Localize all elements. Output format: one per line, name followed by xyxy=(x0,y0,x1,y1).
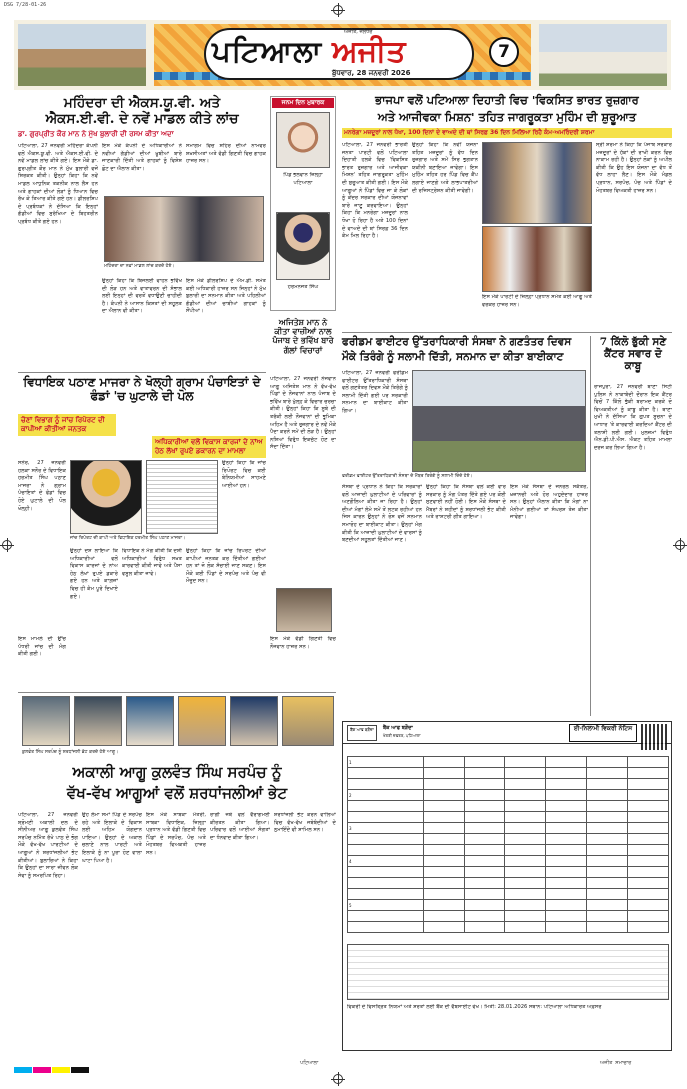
story7-photo-2 xyxy=(74,696,122,746)
story6-column-2: ਉਨ੍ਹਾਂ ਕਿਹਾ ਕਿ ਜਾਂਚ ਰਿਪੋਰਟ ਵਿਚ ਕਈ ਬੇਨਿਯਮੀਆਂ ਸਾਹਮਣੇ ਆਈਆਂ ਹਨ। xyxy=(222,460,266,489)
story4-column-4: ਇਸ ਮੌਕੇ ਸੰਸਥਾ ਦੇ ਜਨਰਲ ਸਕੱਤਰ, ਖ਼ਜ਼ਾਨਚੀ ਅਤੇ ਹੋਰ ਅਹੁਦੇਦਾਰ ਹਾਜ਼ਰ ਸਨ। ਉਨ੍ਹਾਂ ਐਲਾਨ ਕੀਤਾ ਕਿ ਮੰਗਾਂ ਨਾ ਮੰਨੀਆਂ ਗਈਆਂ ਤਾਂ ਸੰਘਰਸ਼ ਤੇਜ਼ ਕੀਤਾ ਜਾਵੇਗਾ। xyxy=(510,484,588,521)
story7-headline xyxy=(18,764,336,803)
story7-photo-caption: ਕੁਲਵੰਤ ਸਿੰਘ ਸਰਪੰਚ ਨੂੰ ਸ਼ਰਧਾਂਜਲੀ ਭੇਟ ਕਰਦੇ ਹੋਏ ਆਗੂ। xyxy=(22,750,119,755)
notice-row: 3 xyxy=(348,823,424,834)
divider-story4 xyxy=(342,332,672,333)
story4-photo xyxy=(412,370,586,472)
story3-body: ਪਟਿਆਲਾ, 27 ਜਨਵਰੀ ਨੌਜਵਾਨ ਆਗੂ ਅਜਿਤੇਸ਼ ਮਾਨ ਨੇ ਵੱਖ-ਵੱਖ ਪਿੰਡਾਂ ਦੇ ਨੌਜਵਾਨਾਂ ਨਾਲ ਪੰਜਾਬ ਦੇ ਭਵਿੱਖ ਬਾਰੇ ਖੁੱਲ੍ਹ ਕੇ ਵਿਚਾਰ ਚਰਚਾ ਕੀਤੀ। ਉਨ੍ਹਾਂ ਕਿਹਾ ਕਿ ਸੂਬੇ ਦੀ ਤਰੱਕੀ ਲਈ ਨੌਜਵਾਨਾਂ ਦੀ ਭੂਮਿਕਾ ਅਹਿਮ ਹੈ ਅਤੇ ਰੁਜ਼ਗਾਰ ਦੇ ਨਵੇਂ ਮੌਕੇ ਪੈਦਾ ਕਰਨੇ ਸਮੇਂ ਦੀ ਲੋੜ ਹੈ। ਉਨ੍ਹਾਂ ਨਸ਼ਿਆਂ ਵਿਰੁੱਧ ਇਕਜੁੱਟ ਹੋਣ ਦਾ ਸੱਦਾ ਦਿੱਤਾ। xyxy=(270,376,336,451)
page-number: 7 xyxy=(489,37,519,67)
story7-column-2: ਉਹ ਲੰਮਾ ਸਮਾਂ ਪਿੰਡ ਦੇ ਸਰਪੰਚ ਰਹੇ ਅਤੇ ਇਲਾਕੇ ਦੇ ਵਿਕਾਸ ਲਈ ਅਹਿਮ ਯੋਗਦਾਨ ਪਾਇਆ। ਉਨ੍ਹਾਂ ਦੇ ਅਕਾਲ ਚਲਾਣੇ ਨਾਲ ਪਾਰਟੀ ਅਤੇ ਇਲਾਕੇ ਨੂੰ ਨਾ ਪੂਰਾ ਹੋਣ ਵਾਲਾ ਘਾਟਾ ਪਿਆ ਹੈ। xyxy=(82,812,142,864)
birthday-label: ਜਨਮ ਦਿਨ ਮੁਬਾਰਕ xyxy=(272,98,334,108)
registration-mark-top xyxy=(333,5,343,15)
notice-row: 4 xyxy=(348,856,424,867)
notice-row: 5 xyxy=(348,900,424,911)
story4-headline-line1: ਫਰੀਡਮ ਫਾਈਟਰ ਉੱਤਰਾਧਿਕਾਰੀ ਸੰਸਥਾ ਨੇ ਗਣਤੰਤਰ ਦਿਵਸ xyxy=(342,336,572,348)
story2-headline-line2: ਅਤੇ ਆਜੀਵਕਾ ਮਿਸ਼ਨ' ਤਹਿਤ ਜਾਗਰੂਕਤਾ ਮੁਹਿੰਮ ਦੀ ਸ਼ੁਰੂਆਤ xyxy=(377,110,637,125)
notice-lower-table xyxy=(347,944,669,1000)
birthday-photo-boy xyxy=(276,212,330,280)
divider-story6 xyxy=(18,372,266,373)
story7-photo-6 xyxy=(282,696,334,746)
story6-column-3: ਉਨ੍ਹਾਂ ਦੋਸ਼ ਲਾਇਆ ਕਿ ਅਧਿਕਾਰੀਆਂ ਵਲੋਂ ਵਿਕਾਸ ਕਾਰਜਾਂ ਦੇ ਨਾਂਅ ਹੇਠ ਲੱਖਾਂ ਰੁਪਏ ਡਕਾਰੇ ਗਏ ਹਨ ਅਤੇ ਕਾਗ਼ਜ਼ਾਂ ਵਿਚ ਹੀ ਕੰਮ ਪੂਰੇ ਦਿਖਾਏ ਗਏ। xyxy=(70,548,118,600)
birthday-photo-baby xyxy=(276,112,330,168)
notice-title: ਈ-ਨਿਲਾਮੀ ਵਿਕਰੀ ਨੋਟਿਸ xyxy=(569,724,637,742)
bank-logo: ਬੈਂਕ ਆਫ ਬੜੌਦਾ xyxy=(347,725,377,741)
footer-slug-right: ਅਜੀਤ ਸਮਾਚਾਰ xyxy=(600,1060,632,1066)
registration-mark-bottom xyxy=(333,1074,343,1084)
story7-photo-4 xyxy=(178,696,226,746)
story6-tag-1: ਚੋਣਾਂ ਵਿਭਾਗ ਨੂੰ ਜਾਂਚ ਰਿਪੋਰਟ ਦੀ ਕਾਪੀਆਂ ਕੀਤੀਆਂ ਜਨਤਕ xyxy=(18,414,116,436)
story5-headline: 7 ਕਿੱਲੋ ਭੁੱਕੀ ਸਣੇ ਕੈਂਟਰ ਸਵਾਰ ਦੋ ਕਾਬੂ xyxy=(599,336,667,373)
story2-column-3: ਇਸ ਮੌਕੇ ਪਾਰਟੀ ਦੇ ਜ਼ਿਲ੍ਹਾ ਪ੍ਰਧਾਨ ਸਮੇਤ ਕਈ ਆਗੂ ਅਤੇ ਵਰਕਰ ਹਾਜ਼ਰ ਸਨ। xyxy=(482,294,592,308)
auction-notice xyxy=(342,721,672,1051)
story1-photo-caption: ਮਹਿੰਦਰਾ ਦਾ ਨਵਾਂ ਮਾਡਲ ਲਾਂਚ ਕਰਦੇ ਹੋਏ। xyxy=(104,264,175,269)
birthday-name: ਹਰਮਨਜੋਤ ਸਿੰਘ xyxy=(287,284,319,290)
story1-headline-line2: ਐਕਸ.ਈ.ਵੀ. ਦੇ ਨਵੇਂ ਮਾਡਲ ਕੀਤੇ ਲਾਂਚ xyxy=(45,110,239,127)
notice-address: ਖੇਤਰੀ ਦਫਤਰ, ਪਟਿਆਲਾ xyxy=(383,733,421,738)
footer-slug: ਪਟਿਆਲਾ xyxy=(300,1060,319,1066)
story1-photo xyxy=(104,196,264,262)
story4-column-1: ਪਟਿਆਲਾ, 27 ਜਨਵਰੀ ਫਰੀਡਮ ਫਾਈਟਰ ਉੱਤਰਾਧਿਕਾਰੀ ਸੰਸਥਾ ਵਲੋਂ ਗਣਤੰਤਰ ਦਿਵਸ ਮੌਕੇ ਤਿਰੰਗੇ ਨੂੰ ਸਲਾਮੀ ਦਿੱਤੀ ਗਈ ਪਰ ਸਰਕਾਰੀ ਸਨਮਾਨ ਦਾ ਬਾਈਕਾਟ ਕੀਤਾ ਗਿਆ। xyxy=(342,370,408,414)
masthead xyxy=(14,20,671,90)
story7-photo-3 xyxy=(126,696,174,746)
birthday-details: ਪਿੰਡ ਭਲਵਾਨ ਜ਼ਿਲ੍ਹਾ ਪਟਿਆਲਾ xyxy=(283,172,323,186)
story6-column-4: ਵਿਧਾਇਕ ਨੇ ਮੰਗ ਕੀਤੀ ਕਿ ਦੋਸ਼ੀ ਅਧਿਕਾਰੀਆਂ ਵਿਰੁੱਧ ਸਖ਼ਤ ਕਾਰਵਾਈ ਕੀਤੀ ਜਾਵੇ ਅਤੇ ਪੈਸਾ ਵਸੂਲ ਕੀਤਾ ਜਾਵੇ। xyxy=(122,548,182,577)
story3-headline: ਅਜਿਤੇਸ਼ ਮਾਨ ਨੇ ਕੀਤਾ ਵਾਜ਼ੀਆਂ ਨਾਲ ਪੰਜਾਬ ਦੇ ਭਵਿੱਖ ਬਾਰੇ ਗੱਲਾਂ ਵਿਚਾਰਾਂ xyxy=(272,317,334,355)
story4-headline-line2: ਮੌਕੇ ਤਿਰੰਗੇ ਨੂੰ ਸਲਾਮੀ ਦਿੱਤੀ, ਸਨਮਾਨ ਦਾ ਕੀਤਾ ਬਾਈਕਾਟ xyxy=(342,351,564,364)
story3-body-2: ਇਸ ਮੌਕੇ ਵੱਡੀ ਗਿਣਤੀ ਵਿਚ ਨੌਜਵਾਨ ਹਾਜ਼ਰ ਸਨ। xyxy=(270,636,336,650)
story1-headline-line1: ਮਹਿੰਦਰਾ ਦੀ ਐਕਸ.ਯੂ.ਵੀ. ਅਤੇ xyxy=(63,95,221,111)
divider-story7 xyxy=(18,692,336,693)
story2-column-2: ਉਨ੍ਹਾਂ ਕਿਹਾ ਕਿ ਨਵੀਂ ਯੋਜਨਾ ਤਹਿਤ ਮਜ਼ਦੂਰਾਂ ਨੂੰ ਵੱਧ ਦਿਨ ਰੁਜ਼ਗਾਰ ਅਤੇ ਸਮੇਂ ਸਿਰ ਭੁਗਤਾਨ ਯਕੀਨੀ ਬਣਾਇਆ ਜਾਵੇਗਾ। ਇਸ ਮੁਹਿੰਮ ਤਹਿਤ ਹਰ ਪਿੰਡ ਵਿਚ ਕੈਂਪ ਲਗਾਏ ਜਾਣਗੇ ਅਤੇ ਲਾਭਪਾਤਰੀਆਂ ਦੀ ਰਜਿਸਟ੍ਰੇਸ਼ਨ ਕੀਤੀ ਜਾਵੇਗੀ। xyxy=(412,142,478,194)
registration-mark-right xyxy=(675,540,685,550)
story6-photo-caption: ਜਾਂਚ ਰਿਪੋਰਟ ਦੀ ਕਾਪੀ ਅਤੇ ਵਿਧਾਇਕ ਹਰਮੀਤ ਸਿੰਘ ਪਠਾਣ ਮਾਜਰਾ। xyxy=(70,536,186,541)
story7-column-5: ਸ਼ਰਧਾਂਜਲੀ ਭੇਟ ਕਰਨ ਵਾਲਿਆਂ ਵਿਚ ਵੱਖ-ਵੱਖ ਜਥੇਬੰਦੀਆਂ ਦੇ ਨੁਮਾਇੰਦੇ ਵੀ ਸ਼ਾਮਿਲ ਸਨ। xyxy=(274,812,336,834)
masthead-photo-right xyxy=(539,24,667,86)
story1-column-1: ਪਟਿਆਲਾ, 27 ਜਨਵਰੀ ਮਹਿੰਦਰਾ ਕੰਪਨੀ ਵਲੋਂ ਐਕਸ.ਯੂ.ਵੀ. ਅਤੇ ਐਕਸ.ਈ.ਵੀ. ਦੇ ਨਵੇਂ ਮਾਡਲ ਲਾਂਚ ਕੀਤੇ ਗਏ। ਇਸ ਮੌਕੇ ਡਾ. ਗੁਰਪ੍ਰੀਤ ਕੌਰ ਮਾਨ ਨੇ ਮੁੱਖ ਬੁਲਾਰੀ ਵਜੋਂ ਸ਼ਿਰਕਤ ਕੀਤੀ। ਉਨ੍ਹਾਂ ਕਿਹਾ ਕਿ ਨਵੇਂ ਮਾਡਲ ਆਧੁਨਿਕ ਤਕਨੀਕ ਨਾਲ ਲੈਸ ਹਨ ਅਤੇ ਗਾਹਕਾਂ ਦੀਆਂ ਲੋੜਾਂ ਨੂੰ ਧਿਆਨ ਵਿਚ ਰੱਖ ਕੇ ਤਿਆਰ ਕੀਤੇ ਗਏ ਹਨ। ਡੀਲਰਸ਼ਿਪ ਦੇ ਪ੍ਰਬੰਧਕਾਂ ਨੇ ਦੱਸਿਆ ਕਿ ਇਨ੍ਹਾਂ ਗੱਡੀਆਂ ਵਿਚ ਸੁਰੱਖਿਆ ਦੇ ਬਿਹਤਰੀਨ ਪ੍ਰਬੰਧ ਕੀਤੇ ਗਏ ਹਨ। xyxy=(18,143,98,225)
story6-column-1: ਸਨੌਰ, 27 ਜਨਵਰੀ ਹਲਕਾ ਸਨੌਰ ਦੇ ਵਿਧਾਇਕ ਹਰਮੀਤ ਸਿੰਘ ਪਠਾਣ ਮਾਜਰਾ ਨੇ ਗ੍ਰਾਮ ਪੰਚਾਇਤਾਂ ਦੇ ਫੰਡਾਂ ਵਿਚ ਹੋਏ ਘੁਟਾਲੇ ਦੀ ਪੋਲ ਖੋਲ੍ਹੀ। xyxy=(18,460,66,512)
story3-photo xyxy=(276,588,332,632)
story7-headline-line1: ਅਕਾਲੀ ਆਗੂ ਕੁਲਵੰਤ ਸਿੰਘ ਸਰਪੰਚ ਨੂੰ xyxy=(72,763,282,781)
masthead-photo-left xyxy=(18,24,146,86)
story6-photo-report xyxy=(146,460,218,534)
story4-headline xyxy=(342,336,586,363)
story5-body: ਰਾਜਪੁਰਾ, 27 ਜਨਵਰੀ ਥਾਣਾ ਸਿਟੀ ਪੁਲਿਸ ਨੇ ਨਾਕਾਬੰਦੀ ਦੌਰਾਨ ਇਕ ਕੈਂਟਰ ਵਿਚੋਂ 7 ਕਿੱਲੋ ਭੁੱਕੀ ਬਰਾਮਦ ਕਰਕੇ ਦੋ ਵਿਅਕਤੀਆਂ ਨੂੰ ਕਾਬੂ ਕੀਤਾ ਹੈ। ਥਾਣਾ ਮੁਖੀ ਨੇ ਦੱਸਿਆ ਕਿ ਗੁਪਤ ਸੂਚਨਾ ਦੇ ਆਧਾਰ 'ਤੇ ਕਾਰਵਾਈ ਕਰਦਿਆਂ ਕੈਂਟਰ ਦੀ ਤਲਾਸ਼ੀ ਲਈ ਗਈ। ਮੁਲਜ਼ਮਾਂ ਵਿਰੁੱਧ ਐਨ.ਡੀ.ਪੀ.ਐਸ. ਐਕਟ ਤਹਿਤ ਮਾਮਲਾ ਦਰਜ ਕਰ ਲਿਆ ਗਿਆ ਹੈ। xyxy=(594,384,672,451)
story7-column-4: ਰਾਗੀ ਜਥੇ ਵਲੋਂ ਵੈਰਾਗਮਈ ਕੀਰਤਨ ਕੀਤਾ ਗਿਆ। ਪਰਿਵਾਰ ਵਲੋਂ ਆਈਆਂ ਸੰਗਤਾਂ ਦਾ ਧੰਨਵਾਦ ਕੀਤਾ ਗਿਆ। xyxy=(210,812,270,841)
story6-tag-2: ਅਧਿਕਾਰੀਆਂ ਵਲੋਂ ਵਿਕਾਸ ਕਾਰਜਾਂ ਦੇ ਨਾਂਅ ਹੇਠ ਲੱਖਾਂ ਰੁਪਏ ਡਕਾਰਨ ਦਾ ਮਾਮਲਾ xyxy=(152,436,266,458)
color-bar xyxy=(14,1058,671,1066)
story7-column-3: ਇਸ ਮੌਕੇ ਸਾਬਕਾ ਮੰਤਰੀ, ਸਾਬਕਾ ਵਿਧਾਇਕ, ਜ਼ਿਲ੍ਹਾ ਪ੍ਰਧਾਨ ਅਤੇ ਵੱਡੀ ਗਿਣਤੀ ਵਿਚ ਪਿੰਡਾਂ ਦੇ ਸਰਪੰਚ, ਪੰਚ ਅਤੇ ਮੋਹਤਬਰ ਵਿਅਕਤੀ ਹਾਜ਼ਰ ਸਨ। xyxy=(146,812,206,856)
story1-subhead: ਡਾ. ਗੁਰਪ੍ਰੀਤ ਕੌਰ ਮਾਨ ਨੇ ਮੁੱਖ ਬੁਲਾਰੀ ਦੀ ਰਸਮ ਕੀਤਾ ਅਦਾ xyxy=(18,130,174,138)
story7-column-1: ਪਟਿਆਲਾ, 27 ਜਨਵਰੀ ਸ਼੍ਰੋਮਣੀ ਅਕਾਲੀ ਦਲ ਦੇ ਸੀਨੀਅਰ ਆਗੂ ਕੁਲਵੰਤ ਸਿੰਘ ਸਰਪੰਚ ਨਮਿੱਤ ਰੱਖੇ ਪਾਠ ਦੇ ਭੋਗ ਮੌਕੇ ਵੱਖ-ਵੱਖ ਪਾਰਟੀਆਂ ਦੇ ਆਗੂਆਂ ਨੇ ਸ਼ਰਧਾਂਜਲੀਆਂ ਭੇਟ ਕੀਤੀਆਂ। ਬੁਲਾਰਿਆਂ ਨੇ ਕਿਹਾ ਕਿ ਉਨ੍ਹਾਂ ਦਾ ਸਾਰਾ ਜੀਵਨ ਲੋਕ ਸੇਵਾ ਨੂੰ ਸਮਰਪਿਤ ਰਿਹਾ। xyxy=(18,812,78,879)
story1-headline xyxy=(18,96,266,127)
brand-name: ਅਜੀਤ xyxy=(332,34,406,69)
story4-column-3: ਉਨ੍ਹਾਂ ਕਿਹਾ ਕਿ ਸੰਸਥਾ ਵਲੋਂ ਕਈ ਵਾਰ ਸਰਕਾਰ ਨੂੰ ਮੰਗ ਪੱਤਰ ਦਿੱਤੇ ਗਏ ਪਰ ਕੋਈ ਸੁਣਵਾਈ ਨਹੀਂ ਹੋਈ। ਇਸ ਮੌਕੇ ਸੰਸਥਾ ਦੇ ਮੈਂਬਰਾਂ ਨੇ ਸ਼ਹੀਦਾਂ ਨੂੰ ਸ਼ਰਧਾਂਜਲੀ ਭੇਟ ਕੀਤੀ ਅਤੇ ਰਾਸ਼ਟਰੀ ਗੀਤ ਗਾਇਆ। xyxy=(426,484,506,521)
edition-note: ਅਜੀਤ, ਜਲੰਧਰ xyxy=(344,29,373,35)
qr-code-icon xyxy=(641,724,667,750)
story2-headline xyxy=(342,94,672,124)
story2-photo-2 xyxy=(482,226,592,292)
story4-column-2: ਸੰਸਥਾ ਦੇ ਪ੍ਰਧਾਨ ਨੇ ਕਿਹਾ ਕਿ ਸਰਕਾਰਾਂ ਵਲੋਂ ਆਜ਼ਾਦੀ ਘੁਲਾਟੀਆਂ ਦੇ ਪਰਿਵਾਰਾਂ ਨੂੰ ਅਣਗੌਲਿਆ ਕੀਤਾ ਜਾ ਰਿਹਾ ਹੈ। ਉਨ੍ਹਾਂ ਦੀਆਂ ਮੰਗਾਂ ਲੰਮੇ ਸਮੇਂ ਤੋਂ ਲਟਕ ਰਹੀਆਂ ਹਨ ਜਿਸ ਕਾਰਨ ਉਨ੍ਹਾਂ ਨੇ ਰੋਸ ਵਜੋਂ ਸਨਮਾਨ ਸਮਾਰੋਹ ਦਾ ਬਾਈਕਾਟ ਕੀਤਾ। ਉਨ੍ਹਾਂ ਮੰਗ ਕੀਤੀ ਕਿ ਆਜ਼ਾਦੀ ਘੁਲਾਟੀਆਂ ਦੇ ਵਾਰਸਾਂ ਨੂੰ ਬਣਦੀਆਂ ਸਹੂਲਤਾਂ ਦਿੱਤੀਆਂ ਜਾਣ। xyxy=(342,484,422,544)
notice-row: 2 xyxy=(348,790,424,801)
notice-header xyxy=(343,722,671,744)
story2-column-4: ਸ੍ਰੀ ਸ਼ਰਮਾ ਨੇ ਕਿਹਾ ਕਿ ਪੰਜਾਬ ਸਰਕਾਰ ਮਜ਼ਦੂਰਾਂ ਦੇ ਹੱਕਾਂ ਦੀ ਰਾਖੀ ਕਰਨ ਵਿਚ ਨਾਕਾਮ ਰਹੀ ਹੈ। ਉਨ੍ਹਾਂ ਲੋਕਾਂ ਨੂੰ ਅਪੀਲ ਕੀਤੀ ਕਿ ਉਹ ਇਸ ਯੋਜਨਾ ਦਾ ਵੱਧ ਤੋਂ ਵੱਧ ਲਾਹਾ ਲੈਣ। ਇਸ ਮੌਕੇ ਮੰਡਲ ਪ੍ਰਧਾਨ, ਸਰਪੰਚ, ਪੰਚ ਅਤੇ ਪਿੰਡਾਂ ਦੇ ਮੋਹਤਬਰ ਵਿਅਕਤੀ ਹਾਜ਼ਰ ਸਨ। xyxy=(596,142,672,194)
notice-bank-name: ਬੈਂਕ ਆਫ ਬੜੌਦਾ xyxy=(383,725,413,731)
page-title: ਪਟਿਆਲਾ xyxy=(212,34,323,68)
story2-column-1: ਪਟਿਆਲਾ, 27 ਜਨਵਰੀ ਭਾਰਤੀ ਜਨਤਾ ਪਾਰਟੀ ਵਲੋਂ ਪਟਿਆਲਾ ਦਿਹਾਤੀ ਹਲਕੇ ਵਿਚ 'ਵਿਕਸਿਤ ਭਾਰਤ ਰੁਜ਼ਗਾਰ ਅਤੇ ਆਜੀਵਕਾ ਮਿਸ਼ਨ' ਤਹਿਤ ਜਾਗਰੂਕਤਾ ਮੁਹਿੰਮ ਦੀ ਸ਼ੁਰੂਆਤ ਕੀਤੀ ਗਈ। ਇਸ ਮੌਕੇ ਆਗੂਆਂ ਨੇ ਪਿੰਡਾਂ ਵਿਚ ਜਾ ਕੇ ਲੋਕਾਂ ਨੂੰ ਕੇਂਦਰ ਸਰਕਾਰ ਦੀਆਂ ਯੋਜਨਾਵਾਂ ਬਾਰੇ ਜਾਣੂ ਕਰਵਾਇਆ। ਉਨ੍ਹਾਂ ਕਿਹਾ ਕਿ ਮਨਰੇਗਾ ਮਜ਼ਦੂਰਾਂ ਨਾਲ ਧੋਖਾ ਹੋ ਰਿਹਾ ਹੈ ਅਤੇ 100 ਦਿਨਾਂ ਦੇ ਵਾਅਦੇ ਦੀ ਥਾਂ ਸਿਰਫ਼ 36 ਦਿਨ ਕੰਮ ਮਿਲ ਰਿਹਾ ਹੈ। xyxy=(342,142,408,240)
story7-photo-5 xyxy=(230,696,278,746)
notice-table xyxy=(347,756,669,933)
notice-terms: ਵਿਕਰੀ ਦੇ ਵਿਸਤ੍ਰਿਤ ਨਿਯਮਾਂ ਅਤੇ ਸ਼ਰਤਾਂ ਲਈ ਬੈਂਕ ਦੀ ਵੈਬਸਾਈਟ ਵੇਖੋ। ਮਿਤੀ: 28.01.2026 ਸਥਾਨ: ਪਟਿਆਲਾ ਅਧਿਕਾਰਤ ਅਫ਼ਸਰ xyxy=(347,1004,602,1010)
story1-column-4: ਉਨ੍ਹਾਂ ਕਿਹਾ ਕਿ ਬਿਜਲਈ ਵਾਹਨ ਭਵਿੱਖ ਦੀ ਲੋੜ ਹਨ ਅਤੇ ਵਾਤਾਵਰਨ ਦੀ ਸੰਭਾਲ ਲਈ ਇਨ੍ਹਾਂ ਦੀ ਵਰਤੋਂ ਵਧਾਉਣੀ ਚਾਹੀਦੀ ਹੈ। ਕੰਪਨੀ ਨੇ ਆਸਾਨ ਕਿਸ਼ਤਾਂ ਦੀ ਸਹੂਲਤ ਦਾ ਐਲਾਨ ਵੀ ਕੀਤਾ। xyxy=(102,278,182,315)
notice-row: 1 xyxy=(348,757,424,768)
story1-column-5: ਇਸ ਮੌਕੇ ਡੀਲਰਸ਼ਿਪ ਦੇ ਐਮ.ਡੀ. ਸਮੇਤ ਕਈ ਅਧਿਕਾਰੀ ਹਾਜ਼ਰ ਸਨ ਜਿਨ੍ਹਾਂ ਨੇ ਮੁੱਖ ਬੁਲਾਰੀ ਦਾ ਸਨਮਾਨ ਕੀਤਾ ਅਤੇ ਪਹਿਲੀਆਂ ਗੱਡੀਆਂ ਦੀਆਂ ਚਾਬੀਆਂ ਗਾਹਕਾਂ ਨੂੰ ਸੌਂਪੀਆਂ। xyxy=(186,278,266,315)
story2-headline-line1: ਭਾਜਪਾ ਵਲੋਂ ਪਟਿਆਲਾ ਦਿਹਾਤੀ ਵਿਚ 'ਵਿਕਸਿਤ ਭਾਰਤ ਰੁਜ਼ਗਾਰ xyxy=(375,93,639,107)
story2-subhead-bar xyxy=(342,128,672,138)
story2-subhead: ਮਨਰੇਗਾ ਮਜ਼ਦੂਰਾਂ ਨਾਲ ਧੋਖਾ, 100 ਦਿਨਾਂ ਦੇ ਵਾਅਦੇ ਦੀ ਥਾਂ ਸਿਰਫ਼ 36 ਦਿਨ ਮਿਲਿਆ ਰਿਹੈ ਕੰਮ-ਅਮਰਿੰਦਰੀ ਸ਼ਰਮਾ xyxy=(344,129,595,136)
crop-slug: DSG 7/28-01-26 xyxy=(4,2,47,8)
story1-column-3: ਸਮਾਗਮ ਵਿਚ ਸ਼ਹਿਰ ਦੀਆਂ ਨਾਮਵਰ ਸ਼ਖ਼ਸੀਅਤਾਂ ਅਤੇ ਵੱਡੀ ਗਿਣਤੀ ਵਿਚ ਗਾਹਕ ਹਾਜ਼ਰ ਸਨ। xyxy=(186,143,266,165)
issue-date: ਬੁੱਧਵਾਰ, 28 ਜਨਵਰੀ 2026 xyxy=(332,69,411,77)
story6-headline: ਵਿਧਾਇਕ ਪਠਾਣ ਮਾਜਰਾ ਨੇ ਖੋਲ੍ਹੀ ਗ੍ਰਾਮ ਪੰਚਾਇਤਾਂ ਦੇ ਫੰਡਾਂ 'ਚ ਘੁਟਾਲੇ ਦੀ ਪੋਲ xyxy=(23,375,261,403)
divider-story5 xyxy=(590,336,591,716)
story6-column-6: ਇਸ ਮਾਮਲੇ ਦੀ ਉੱਚ ਪੱਧਰੀ ਜਾਂਚ ਦੀ ਮੰਗ ਕੀਤੀ ਗਈ। xyxy=(18,636,66,658)
story4-photo-caption: ਫਰੀਡਮ ਫਾਈਟਰ ਉੱਤਰਾਧਿਕਾਰੀ ਸੰਸਥਾ ਦੇ ਮੈਂਬਰ ਤਿਰੰਗੇ ਨੂੰ ਸਲਾਮੀ ਦਿੰਦੇ ਹੋਏ। xyxy=(342,474,473,479)
story7-photo-1 xyxy=(22,696,70,746)
story2-photo-1 xyxy=(482,142,592,224)
registration-mark-left xyxy=(2,540,12,550)
story6-column-5: ਉਨ੍ਹਾਂ ਕਿਹਾ ਕਿ ਜਾਂਚ ਰਿਪੋਰਟ ਦੀਆਂ ਕਾਪੀਆਂ ਜਨਤਕ ਕਰ ਦਿੱਤੀਆਂ ਗਈਆਂ ਹਨ ਤਾਂ ਜੋ ਲੋਕ ਸੱਚਾਈ ਜਾਣ ਸਕਣ। ਇਸ ਮੌਕੇ ਕਈ ਪਿੰਡਾਂ ਦੇ ਸਰਪੰਚ ਅਤੇ ਪੰਚ ਵੀ ਮੌਜੂਦ ਸਨ। xyxy=(186,548,266,585)
story6-photo-mla xyxy=(70,460,142,534)
story1-column-2: ਇਸ ਮੌਕੇ ਕੰਪਨੀ ਦੇ ਅਧਿਕਾਰੀਆਂ ਨੇ ਨਵੀਆਂ ਗੱਡੀਆਂ ਦੀਆਂ ਖ਼ੂਬੀਆਂ ਬਾਰੇ ਜਾਣਕਾਰੀ ਦਿੱਤੀ ਅਤੇ ਗਾਹਕਾਂ ਨੂੰ ਵਿਸ਼ੇਸ਼ ਛੋਟ ਦਾ ਐਲਾਨ ਕੀਤਾ। xyxy=(102,143,182,172)
story7-headline-line2: ਵੱਖ-ਵੱਖ ਆਗੂਆਂ ਵਲੋਂ ਸ਼ਰਧਾਂਜਲੀਆਂ ਭੇਟ xyxy=(66,784,288,803)
